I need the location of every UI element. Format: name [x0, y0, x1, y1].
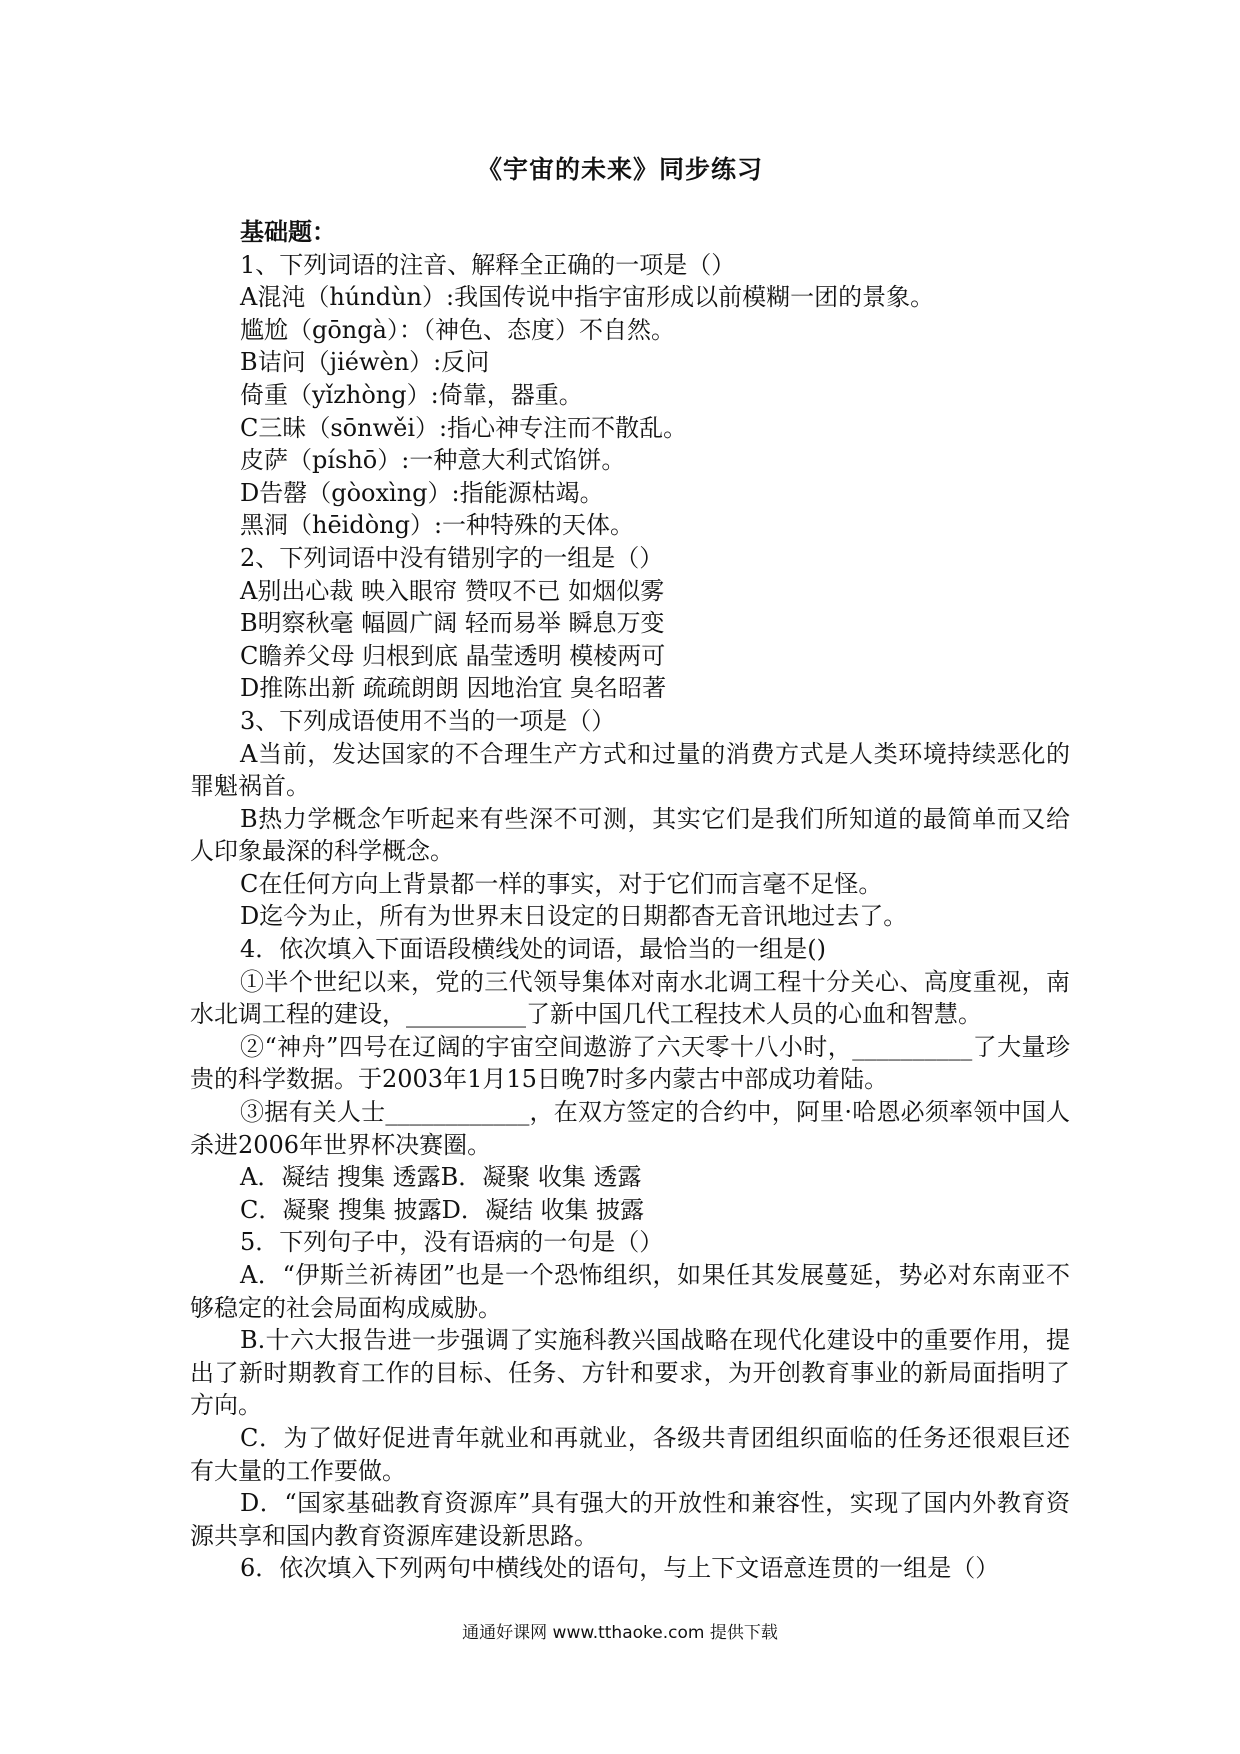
q4-passage: ③据有关人士____________，在双方签定的合约中，阿里·哈恩必须率领中国人杀进2006年世界杯决赛圈。	[190, 1098, 1070, 1159]
page-title: 《宇宙的未来》同步练习	[476, 155, 763, 184]
q1-line: 黑洞（hēidòng）:一种特殊的天体。	[240, 511, 635, 540]
question-5-stem: 5．下列句子中，没有语病的一句是（）	[240, 1228, 664, 1257]
question-4-stem: 4．依次填入下面语段横线处的词语，最恰当的一组是()	[240, 935, 826, 964]
q3-option: B热力学概念乍听起来有些深不可测，其实它们是我们所知道的最简单而又给人印象最深的科学概念。	[190, 804, 1070, 866]
q1-line: B诘问（jiéwèn）:反问	[240, 348, 490, 377]
q1-line: D告罄（gòoxìng）:指能源枯竭。	[240, 478, 604, 507]
question-6-stem: 6．依次填入下列两句中横线处的语句，与上下文语意连贯的一组是（）	[240, 1554, 1000, 1583]
q2-option: D推陈出新 疏疏朗朗 因地治宜 臭名昭著	[240, 674, 667, 703]
q2-option: C瞻养父母 归根到底 晶莹透明 模棱两可	[240, 641, 666, 670]
q3-option: D迄今为止，所有为世界末日设定的日期都杳无音讯地过去了。	[240, 902, 908, 931]
question-3-stem: 3、下列成语使用不当的一项是（）	[240, 706, 616, 735]
q1-line: 皮萨（píshō）:一种意大利式馅饼。	[240, 446, 626, 475]
q1-line: 倚重（yǐzhòng）:倚靠，器重。	[240, 380, 583, 409]
q4-options: C．凝聚 搜集 披露D．凝结 收集 披露	[240, 1195, 645, 1224]
q4-options: A．凝结 搜集 透露B．凝聚 收集 透露	[240, 1163, 642, 1192]
q1-line: C三昧（sōnwěi）:指心神专注而不散乱。	[240, 413, 688, 442]
question-2-stem: 2、下列词语中没有错别字的一组是（）	[240, 543, 664, 572]
q1-line: 尴尬（gōngà）：（神色、态度）不自然。	[240, 315, 675, 344]
q5-option: A．“伊斯兰祈祷团”也是一个恐怖组织，如果任其发展蔓延，势必对东南亚不够稳定的社会局面构成威胁。	[190, 1261, 1070, 1322]
q2-option: B明察秋毫 幅圆广阔 轻而易举 瞬息万变	[240, 609, 665, 638]
q4-passage: ①半个世纪以来，党的三代领导集体对南水北调工程十分关心、高度重视，南水北调工程的建设，__________了新中国几代工程技术人员的心血和智慧。	[190, 967, 1070, 1029]
q2-option: A别出心裁 映入眼帘 赞叹不已 如烟似雾	[240, 576, 665, 605]
q3-option: C在任何方向上背景都一样的事实，对于它们而言毫不足怪。	[240, 869, 883, 898]
q5-option: B.十六大报告进一步强调了实施科教兴国战略在现代化建设中的重要作用，提出了新时期教育工作的目标、任务、方针和要求，为开创教育事业的新局面指明了方向。	[190, 1326, 1070, 1420]
q5-option: D．“国家基础教育资源库”具有强大的开放性和兼容性，实现了国内外教育资源共享和国内教育资源库建设新思路。	[190, 1489, 1070, 1550]
document-body	[190, 216, 1070, 1585]
q5-option: C．为了做好促进青年就业和再就业，各级共青团组织面临的任务还很艰巨还有大量的工作要做。	[190, 1423, 1070, 1485]
q3-option: A当前，发达国家的不合理生产方式和过量的消费方式是人类环境持续恶化的罪魁祸首。	[190, 739, 1070, 801]
page-footer: 通通好课网 www.tthaoke.com 提供下载	[462, 1623, 778, 1643]
q4-passage: ②“神舟”四号在辽阔的宇宙空间遨游了六天零十八小时，__________了大量珍贵的科学数据。于2003年1月15日晚7时多内蒙古中部成功着陆。	[190, 1032, 1070, 1094]
question-1-stem: 1、下列词语的注音、解释全正确的一项是（）	[240, 250, 736, 279]
q1-line: A混沌（húndùn）:我国传说中指宇宙形成以前模糊一团的景象。	[240, 283, 935, 312]
section-heading: 基础题：	[240, 218, 336, 246]
